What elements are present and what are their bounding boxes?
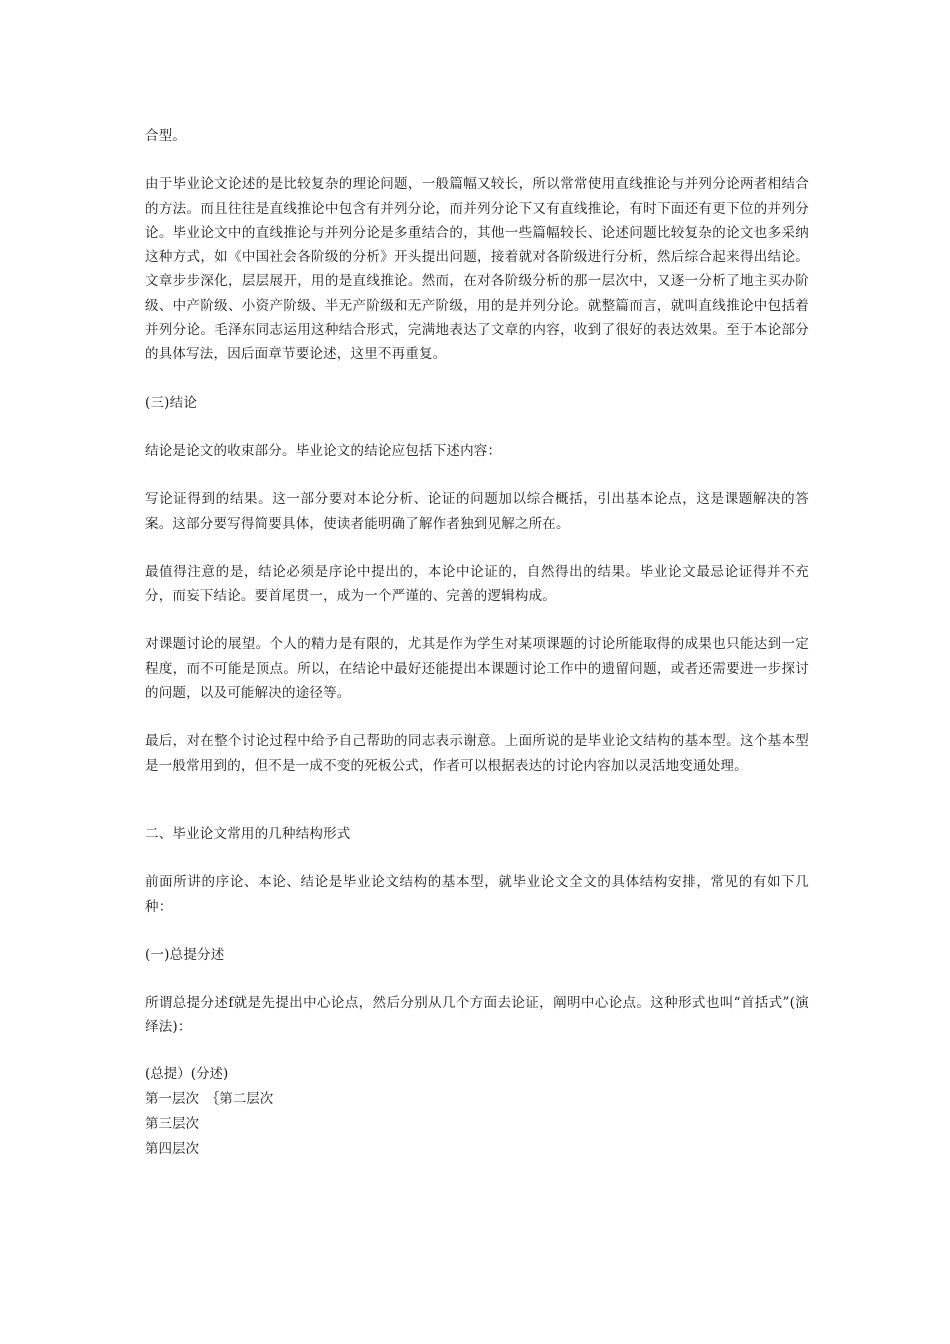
paragraph-acknowledgement: 最后，对在整个讨论过程中给予自己帮助的同志表示谢意。上面所说的是毕业论文结构的基本型。这个基本型是一般常用到的，但不是一成不变的死板公式，作者可以根据表达的讨论内容加以灵活地变通处理。 bbox=[145, 733, 809, 774]
diagram-row-level-one: 第一层次 ｛第二层次 bbox=[145, 1090, 274, 1107]
diagram-row-level-three: 第三层次 bbox=[145, 1115, 199, 1132]
paragraph-combined-structure: 由于毕业论文论述的是比较复杂的理论问题，一般篇幅又较长，所以常常使用直线推论与并列分论两者相结合的方法。而且往往是直线推论中包含有并列分论，而并列分论下又有直线推论，有时下面还有更下位的并列分论。毕业论文中的直线推论与并列分论是多重结合的，其他一些篇幅较长、论述问题比较复杂的论文也多采纳这种方式，如《中国社会各阶级的分析》开头提出问题，接着就对各阶级进行分析，然后综合起来得出结论。文章步步深化，层层展开，用的是直线推论。然而，在对各阶级分析的那一层次中，又逐一分析了地主买办阶级、中产阶级、小资产阶级、半无产阶级和无产阶级，用的是并列分论。就整篇而言，就叫直线推论中包括着并列分论。毛泽东同志运用这种结合形式，完满地表达了文章的内容，收到了很好的表达效果。至于本论部分的具体写法，因后面章节要论述，这里不再重复。 bbox=[145, 176, 809, 363]
section-spacer bbox=[145, 802, 809, 822]
structure-diagram bbox=[145, 1062, 809, 1162]
paragraph-structure-forms: 前面所讲的序论、本论、结论是毕业论文结构的基本型，就毕业论文全文的具体结构安排，常见的有如下几种： bbox=[145, 874, 809, 915]
paragraph-general-then-detail: 所谓总提分述f就是先提出中心论点，然后分别从几个方面去论证，阐明中心论点。这种形式也叫“首括式”(演绎法)： bbox=[145, 995, 809, 1036]
heading-conclusion: (三)结论 bbox=[145, 394, 198, 411]
diagram-row-level-four: 第四层次 bbox=[145, 1140, 199, 1157]
document-page bbox=[145, 124, 809, 1162]
paragraph-continuation: 合型。 bbox=[145, 128, 187, 144]
paragraph-conclusion-result: 写论证得到的结果。这一部分要对本论分析、论证的问题加以综合概括，引出基本论点，这是课题解决的答案。这部分要写得简要具体，使读者能明确了解作者独到见解之所在。 bbox=[145, 491, 809, 532]
heading-general-then-detail: (一)总提分述 bbox=[145, 946, 225, 963]
paragraph-conclusion-note: 最值得注意的是，结论必须是序论中提出的，本论中论证的，自然得出的结果。毕业论文最忌论证得并不充分，而妄下结论。要首尾贯一，成为一个严谨的、完善的逻辑构成。 bbox=[145, 563, 809, 605]
paragraph-conclusion-intro: 结论是论文的收束部分。毕业论文的结论应包括下述内容： bbox=[145, 442, 502, 459]
diagram-row-header: (总提）(分述) bbox=[145, 1065, 229, 1082]
heading-section-two: 二、毕业论文常用的几种结构形式 bbox=[145, 825, 351, 842]
paragraph-research-outlook: 对课题讨论的展望。个人的精力是有限的，尤其是作为学生对某项课题的讨论所能取得的成果也只能达到一定程度，而不可能是顶点。所以，在结论中最好还能提出本课题讨论工作中的遗留问题，或者还需要进一步探讨的问题，以及可能解决的途径等。 bbox=[145, 636, 809, 702]
